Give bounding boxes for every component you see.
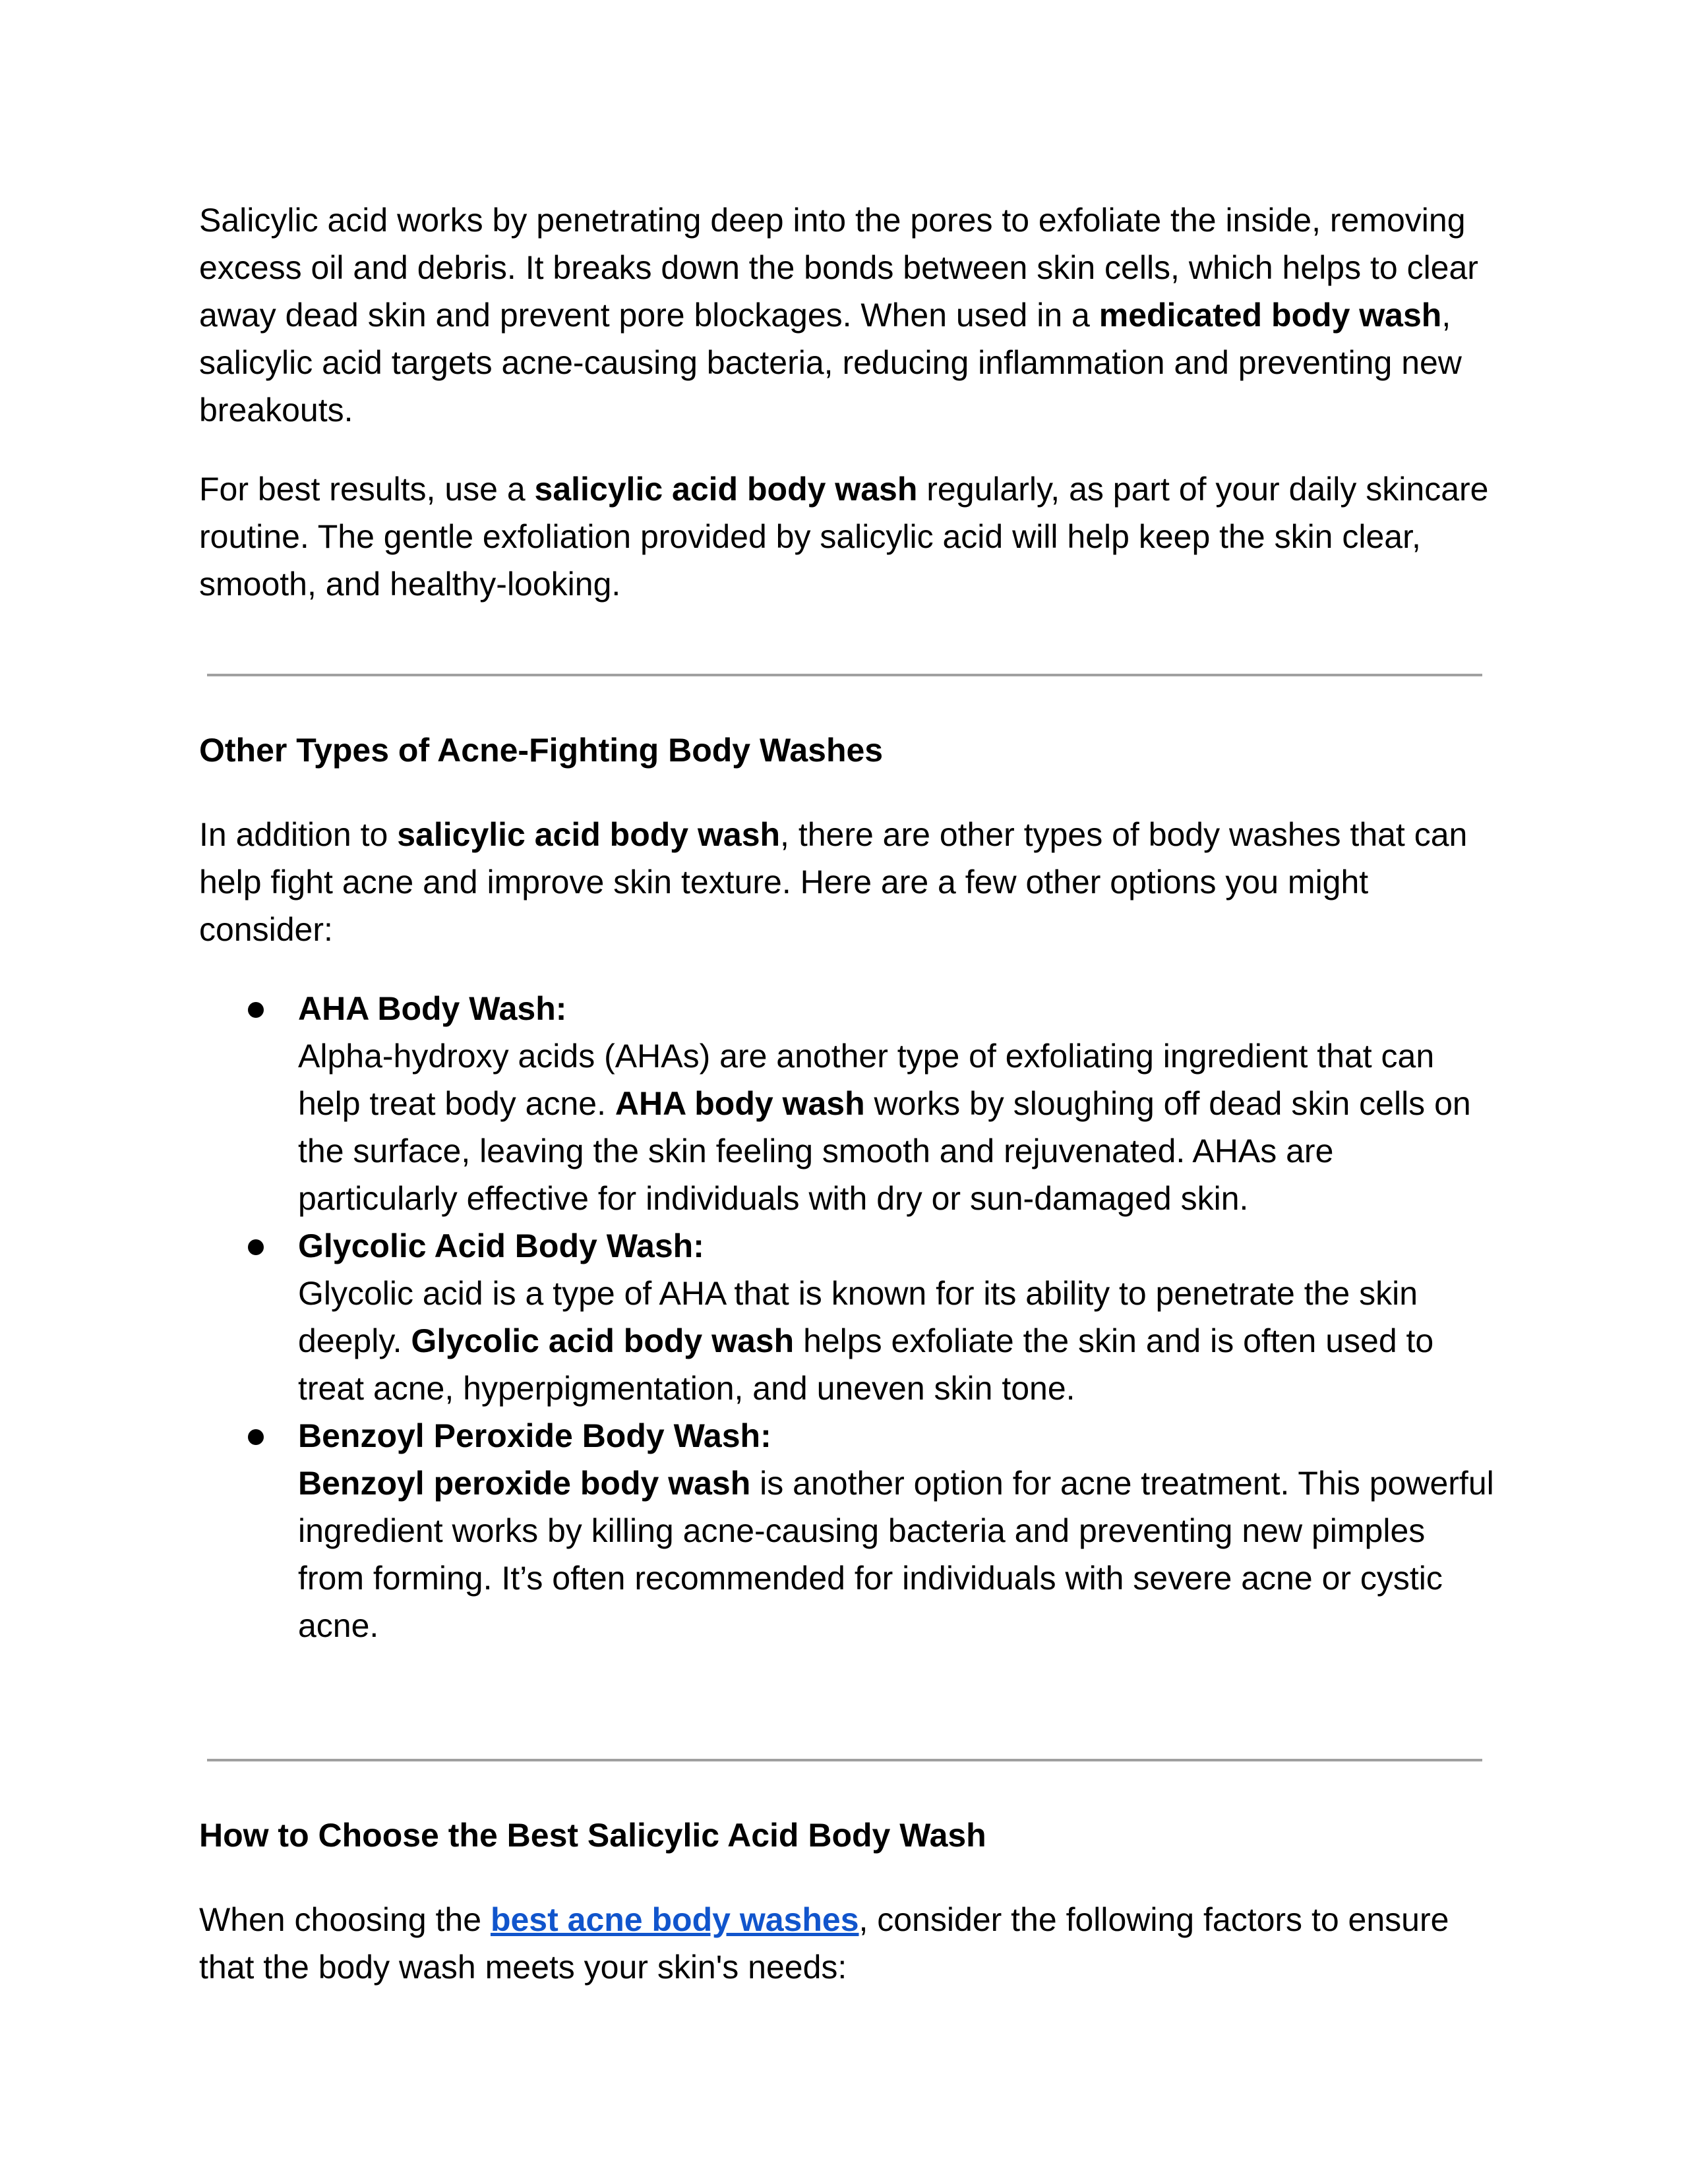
- bold-phrase: Benzoyl peroxide body wash: [298, 1465, 751, 1502]
- bold-phrase: medicated body wash: [1099, 297, 1442, 334]
- bold-phrase: Glycolic acid body wash: [411, 1322, 795, 1359]
- bold-phrase: salicylic acid body wash: [534, 471, 918, 508]
- horizontal-rule: [207, 674, 1482, 676]
- body-wash-types-list: [199, 985, 1498, 1649]
- text-run: Glycolic acid is a type of AHA that is known for its ability to penetrate the skin deeply.: [298, 1275, 1418, 1359]
- list-item-body: [298, 1270, 1498, 1412]
- text-run: helps exfoliate the skin and is often used to treat acne, hyperpigmentation, and uneven skin tone.: [298, 1322, 1434, 1407]
- text-run: , consider the following factors to ensure that the body wash meets your skin's needs:: [199, 1901, 1449, 1986]
- list-item-title: Glycolic Acid Body Wash:: [298, 1227, 704, 1264]
- bold-phrase: AHA body wash: [615, 1085, 865, 1122]
- paragraph-best-results: [199, 465, 1498, 608]
- list-item-aha: [199, 985, 1498, 1222]
- bullet-icon: [248, 1429, 264, 1445]
- text-run: regularly, as part of your daily skincare routine. The gentle exfoliation provided by salicylic acid will help keep the skin clear, smooth, and healthy-looking.: [199, 471, 1489, 603]
- list-item-title: AHA Body Wash:: [298, 990, 567, 1027]
- paragraph-salicylic-mechanism: [199, 196, 1498, 434]
- text-run: , there are other types of body washes that can help fight acne and improve skin texture. Here are a few other options you might consider:: [199, 816, 1468, 948]
- text-run: , salicylic acid targets acne-causing bacteria, reducing inflammation and preventing new breakouts.: [199, 297, 1462, 428]
- list-item-body: [298, 1032, 1498, 1222]
- list-item-benzoyl: [199, 1412, 1498, 1649]
- section-heading-other-types: Other Types of Acne-Fighting Body Washes: [199, 732, 884, 769]
- paragraph-other-types-intro: [199, 811, 1498, 953]
- text-run: works by sloughing off dead skin cells on the surface, leaving the skin feeling smooth and rejuvenated. AHAs are particularly effective for individuals with dry or sun-damaged skin.: [298, 1085, 1471, 1217]
- list-item-body: [298, 1460, 1498, 1649]
- text-run: For best results, use a: [199, 471, 535, 508]
- text-run: is another option for acne treatment. This powerful ingredient works by killing acne-causing bacteria and preventing new pimples from forming. It’s often recommended for individuals with severe acne or cystic acne.: [298, 1465, 1494, 1644]
- best-acne-body-washes-link[interactable]: best acne body washes: [490, 1901, 859, 1938]
- text-run: Alpha-hydroxy acids (AHAs) are another type of exfoliating ingredient that can help treat body acne.: [298, 1038, 1435, 1122]
- bullet-icon: [248, 1239, 264, 1255]
- section-heading-how-to-choose: How to Choose the Best Salicylic Acid Body Wash: [199, 1817, 986, 1854]
- bullet-icon: [248, 1002, 264, 1018]
- bold-phrase: salicylic acid body wash: [397, 816, 781, 853]
- list-item-title: Benzoyl Peroxide Body Wash:: [298, 1417, 771, 1454]
- text-run: In addition to: [199, 816, 398, 853]
- text-run: Salicylic acid works by penetrating deep into the pores to exfoliate the inside, removing excess oil and debris. It breaks down the bonds between skin cells, which helps to clear away dead skin and prevent pore blockages. When used in a: [199, 202, 1478, 334]
- list-item-glycolic: [199, 1222, 1498, 1412]
- paragraph-choosing-factors: [199, 1896, 1498, 1991]
- text-run: When choosing the: [199, 1901, 491, 1938]
- horizontal-rule: [207, 1759, 1482, 1761]
